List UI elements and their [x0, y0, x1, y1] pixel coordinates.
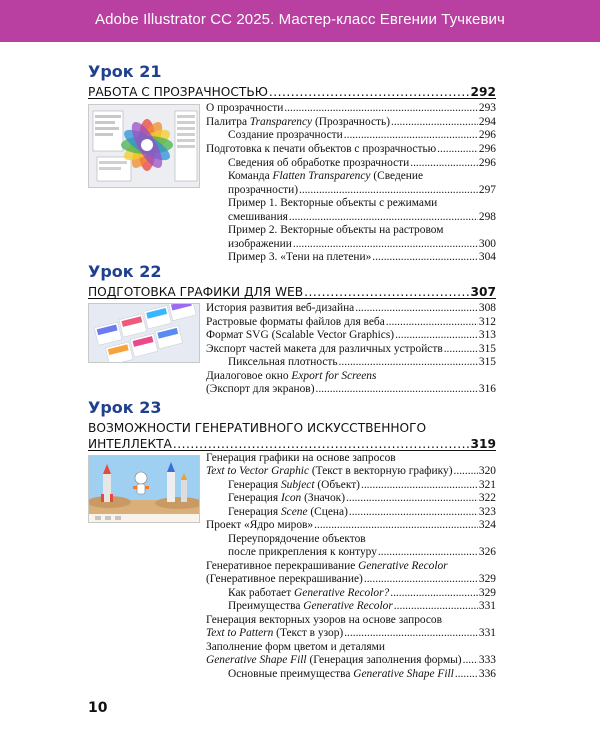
- toc-entry[interactable]: Text to Vector Graphic (Текст в векторную графику) ..... 320: [206, 465, 496, 478]
- lesson-23-section: [88, 420, 496, 452]
- toc-entry[interactable]: Экспорт частей макета для различных устройств ..... 315: [206, 343, 496, 356]
- toc-entry[interactable]: Пример 3. «Тени на плетени» ..... 304: [228, 251, 496, 264]
- toc-entry-line: Пример 2. Векторные объекты на растровом: [228, 224, 444, 236]
- lesson-23-title: Урок 23: [88, 398, 162, 417]
- section-page: 307: [470, 285, 496, 299]
- toc-entry[interactable]: Основные преимущества Generative Shape Fill ..... 336: [228, 668, 496, 681]
- toc-entry-line: Генеративное перекрашивание Generative Recolor: [206, 560, 448, 572]
- section-title: ПОДГОТОВКА ГРАФИКИ ДЛЯ WEB: [88, 285, 304, 299]
- transparency-thumbnail: [88, 104, 200, 188]
- toc-entry[interactable]: Генерация Scene (Сцена) ..... 323: [228, 506, 496, 519]
- ai-scene-thumbnail: [88, 455, 200, 523]
- toc-entry[interactable]: Подготовка к печати объектов с прозрачностью ..... 296: [206, 143, 496, 156]
- toc-entry[interactable]: Формат SVG (Scalable Vector Graphics) ..... 313: [206, 329, 496, 342]
- toc-entry[interactable]: Преимущества Generative Recolor ..... 331: [228, 600, 496, 613]
- section-page: 319: [470, 437, 496, 451]
- toc-entry[interactable]: смешивания ..... 298: [228, 211, 496, 224]
- toc-entry[interactable]: История развития веб-дизайна ..... 308: [206, 302, 496, 315]
- toc-entry-line: Команда Flatten Transparency (Сведение: [228, 170, 424, 182]
- toc-entry[interactable]: (Генеративное перекрашивание) ..... 329: [206, 573, 496, 586]
- toc-entry-line: Заполнение форм цветом и деталями: [206, 641, 385, 653]
- section-title: ИНТЕЛЛЕКТА: [88, 437, 172, 451]
- lesson-22-title: Урок 22: [88, 262, 162, 281]
- toc-entry[interactable]: Generative Shape Fill (Генерация заполнения формы) ..... 333: [206, 654, 496, 667]
- toc-entry-line: Генерация графики на основе запросов: [206, 452, 396, 464]
- toc-entry-line: Переупорядочение объектов: [228, 533, 366, 545]
- toc-entry[interactable]: (Экспорт для экранов) ..... 316: [206, 383, 496, 396]
- section-title: РАБОТА С ПРОЗРАЧНОСТЬЮ: [88, 85, 268, 99]
- toc-entry-line: Генерация векторных узоров на основе запросов: [206, 614, 442, 626]
- toc-entry-line: Диалоговое окно Export for Screens: [206, 370, 377, 382]
- page-header: [0, 0, 600, 42]
- toc-entry[interactable]: Пиксельная плотность ..... 315: [228, 356, 496, 369]
- toc-entry[interactable]: Проект «Ядро миров» ..... 324: [206, 519, 496, 532]
- section-page: 292: [470, 85, 496, 99]
- toc-entry[interactable]: Создание прозрачности ..... 296: [228, 129, 496, 142]
- toc-entry[interactable]: Сведения об обработке прозрачности ..... 296: [228, 157, 496, 170]
- book-title: Adobe Illustrator CC 2025. Мастер-класс Евгении Тучкевич: [95, 11, 505, 28]
- section-divider: [88, 98, 496, 99]
- toc-entry[interactable]: изображении ..... 300: [228, 238, 496, 251]
- toc-entry[interactable]: Text to Pattern (Текст в узор) ..... 331: [206, 627, 496, 640]
- toc-entry[interactable]: Как работает Generative Recolor? ..... 329: [228, 587, 496, 600]
- toc-entry[interactable]: Генерация Subject (Объект) ..... 321: [228, 479, 496, 492]
- toc-entry[interactable]: Генерация Icon (Значок) ..... 322: [228, 492, 496, 505]
- toc-entry-line: Пример 1. Векторные объекты с режимами: [228, 197, 438, 209]
- toc-entry[interactable]: после прикрепления к контуру ..... 326: [228, 546, 496, 559]
- toc-entry[interactable]: Растровые форматы файлов для веба ..... 312: [206, 316, 496, 329]
- toc-entry[interactable]: прозрачности) ..... 297: [228, 184, 496, 197]
- section-divider: [88, 450, 496, 451]
- web-graphics-thumbnail: [88, 303, 200, 363]
- section-divider: [88, 298, 496, 299]
- toc-entry[interactable]: О прозрачности ..... 293: [206, 102, 496, 115]
- section-title: ВОЗМОЖНОСТИ ГЕНЕРАТИВНОГО ИСКУССТВЕННОГО: [88, 421, 427, 435]
- page-number: 10: [88, 700, 108, 716]
- toc-entry[interactable]: Палитра Transparency (Прозрачность) ..... 294: [206, 116, 496, 129]
- lesson-21-title: Урок 21: [88, 62, 162, 81]
